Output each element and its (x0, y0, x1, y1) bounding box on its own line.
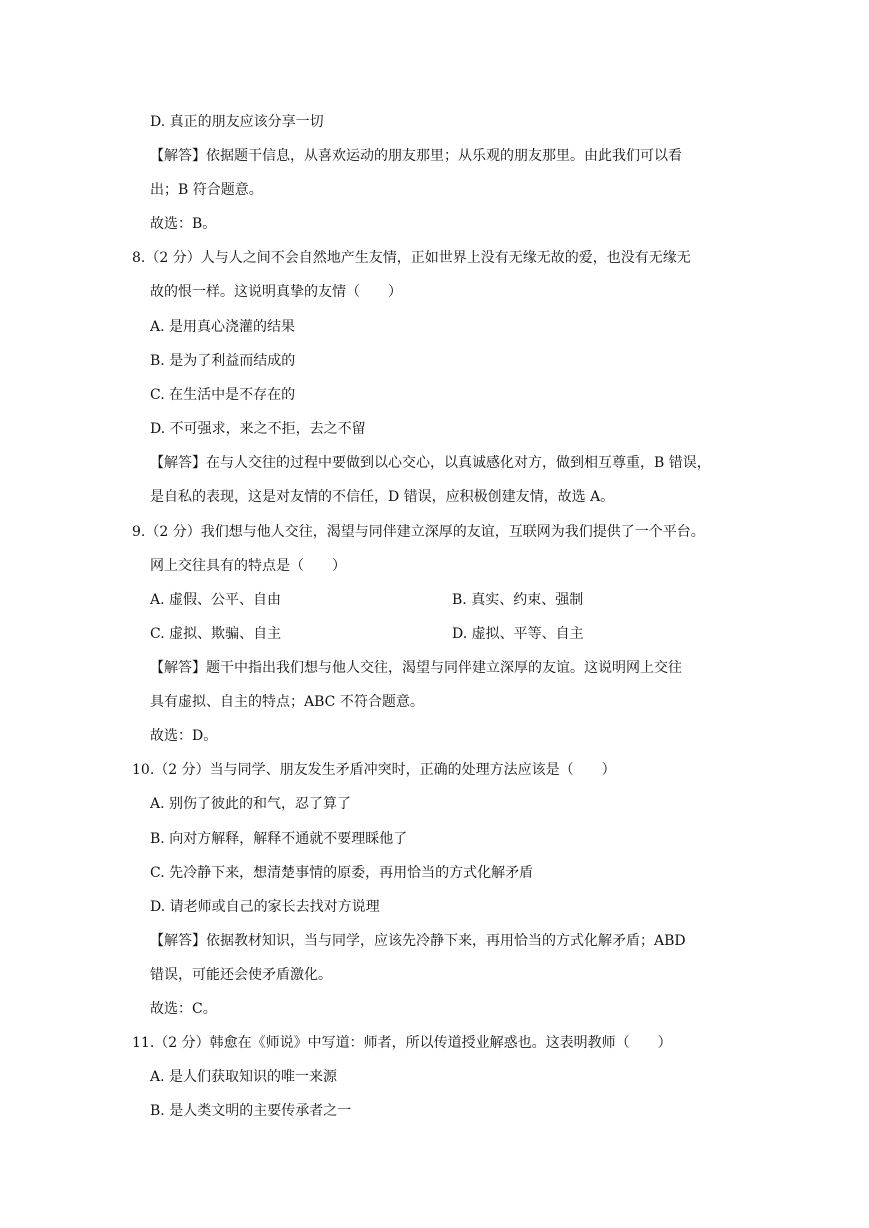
q9-answer-line-2: 具有虚拟、自主的特点；ABC 不符合题意。 (150, 694, 424, 710)
q9-stem-line-2: 网上交往具有的特点是（ ） (150, 558, 346, 574)
q7-option-d: D. 真正的朋友应该分享一切 (150, 114, 324, 130)
q7-answer-line-1: 【解答】依据题干信息，从喜欢运动的朋友那里；从乐观的朋友那里。由此我们可以看 (150, 148, 682, 164)
q11-stem: 11.（2 分）韩愈在《师说》中写道：师者，所以传道授业解惑也。这表明教师（ ） (132, 1035, 672, 1051)
q10-stem: 10.（2 分）当与同学、朋友发生矛盾冲突时，正确的处理方法应该是（ ） (132, 762, 616, 778)
q10-option-b: B. 向对方解释，解释不通就不要理睬他了 (150, 831, 408, 847)
q8-stem-line-2: 故的恨一样。这说明真挚的友情（ ） (150, 284, 402, 300)
q11-option-b: B. 是人类文明的主要传承者之一 (150, 1103, 352, 1119)
q11-option-a: A. 是人们获取知识的唯一来源 (150, 1069, 338, 1085)
q8-stem-line-1: 8.（2 分）人与人之间不会自然地产生友情，正如世界上没有无缘无故的爱，也没有无缘无 (132, 250, 691, 266)
q9-option-b: B. 真实、约束、强制 (452, 592, 584, 608)
q9-option-d: D. 虚拟、平等、自主 (452, 626, 584, 642)
q10-option-a: A. 别伤了彼此的和气，忍了算了 (150, 796, 352, 812)
q9-selection: 故选：D。 (150, 728, 218, 744)
q10-option-c: C. 先冷静下来，想清楚事情的原委，再用恰当的方式化解矛盾 (150, 865, 534, 881)
q9-option-c: C. 虚拟、欺骗、自主 (150, 626, 282, 642)
q7-selection: 故选：B。 (150, 216, 217, 232)
q10-selection: 故选：C。 (150, 1001, 217, 1017)
q9-option-a: A. 虚假、公平、自由 (150, 592, 282, 608)
q10-answer-line-1: 【解答】依据教材知识，当与同学，应该先冷静下来，再用恰当的方式化解矛盾；ABD (150, 933, 686, 949)
q9-stem-line-1: 9.（2 分）我们想与他人交往，渴望与同伴建立深厚的友谊，互联网为我们提供了一个平台。 (132, 524, 705, 540)
q8-option-b: B. 是为了利益而结成的 (150, 353, 296, 369)
q10-answer-line-2: 错误，可能还会使矛盾激化。 (150, 967, 332, 983)
q8-answer-line-1: 【解答】在与人交往的过程中要做到以心交心，以真诚感化对方，做到相互尊重，B 错误， (150, 455, 711, 471)
q7-answer-line-2: 出；B 符合题意。 (150, 182, 263, 198)
q8-option-d: D. 不可强求，来之不拒，去之不留 (150, 421, 366, 437)
q8-option-c: C. 在生活中是不存在的 (150, 387, 296, 403)
q8-option-a: A. 是用真心浇灌的结果 (150, 319, 296, 335)
q10-option-d: D. 请老师或自己的家长去找对方说理 (150, 899, 380, 915)
q8-answer-line-2: 是自私的表现，这是对友情的不信任，D 错误，应积极创建友情，故选 A。 (150, 489, 615, 505)
q9-answer-line-1: 【解答】题干中指出我们想与他人交往，渴望与同伴建立深厚的友谊。这说明网上交往 (150, 660, 682, 676)
